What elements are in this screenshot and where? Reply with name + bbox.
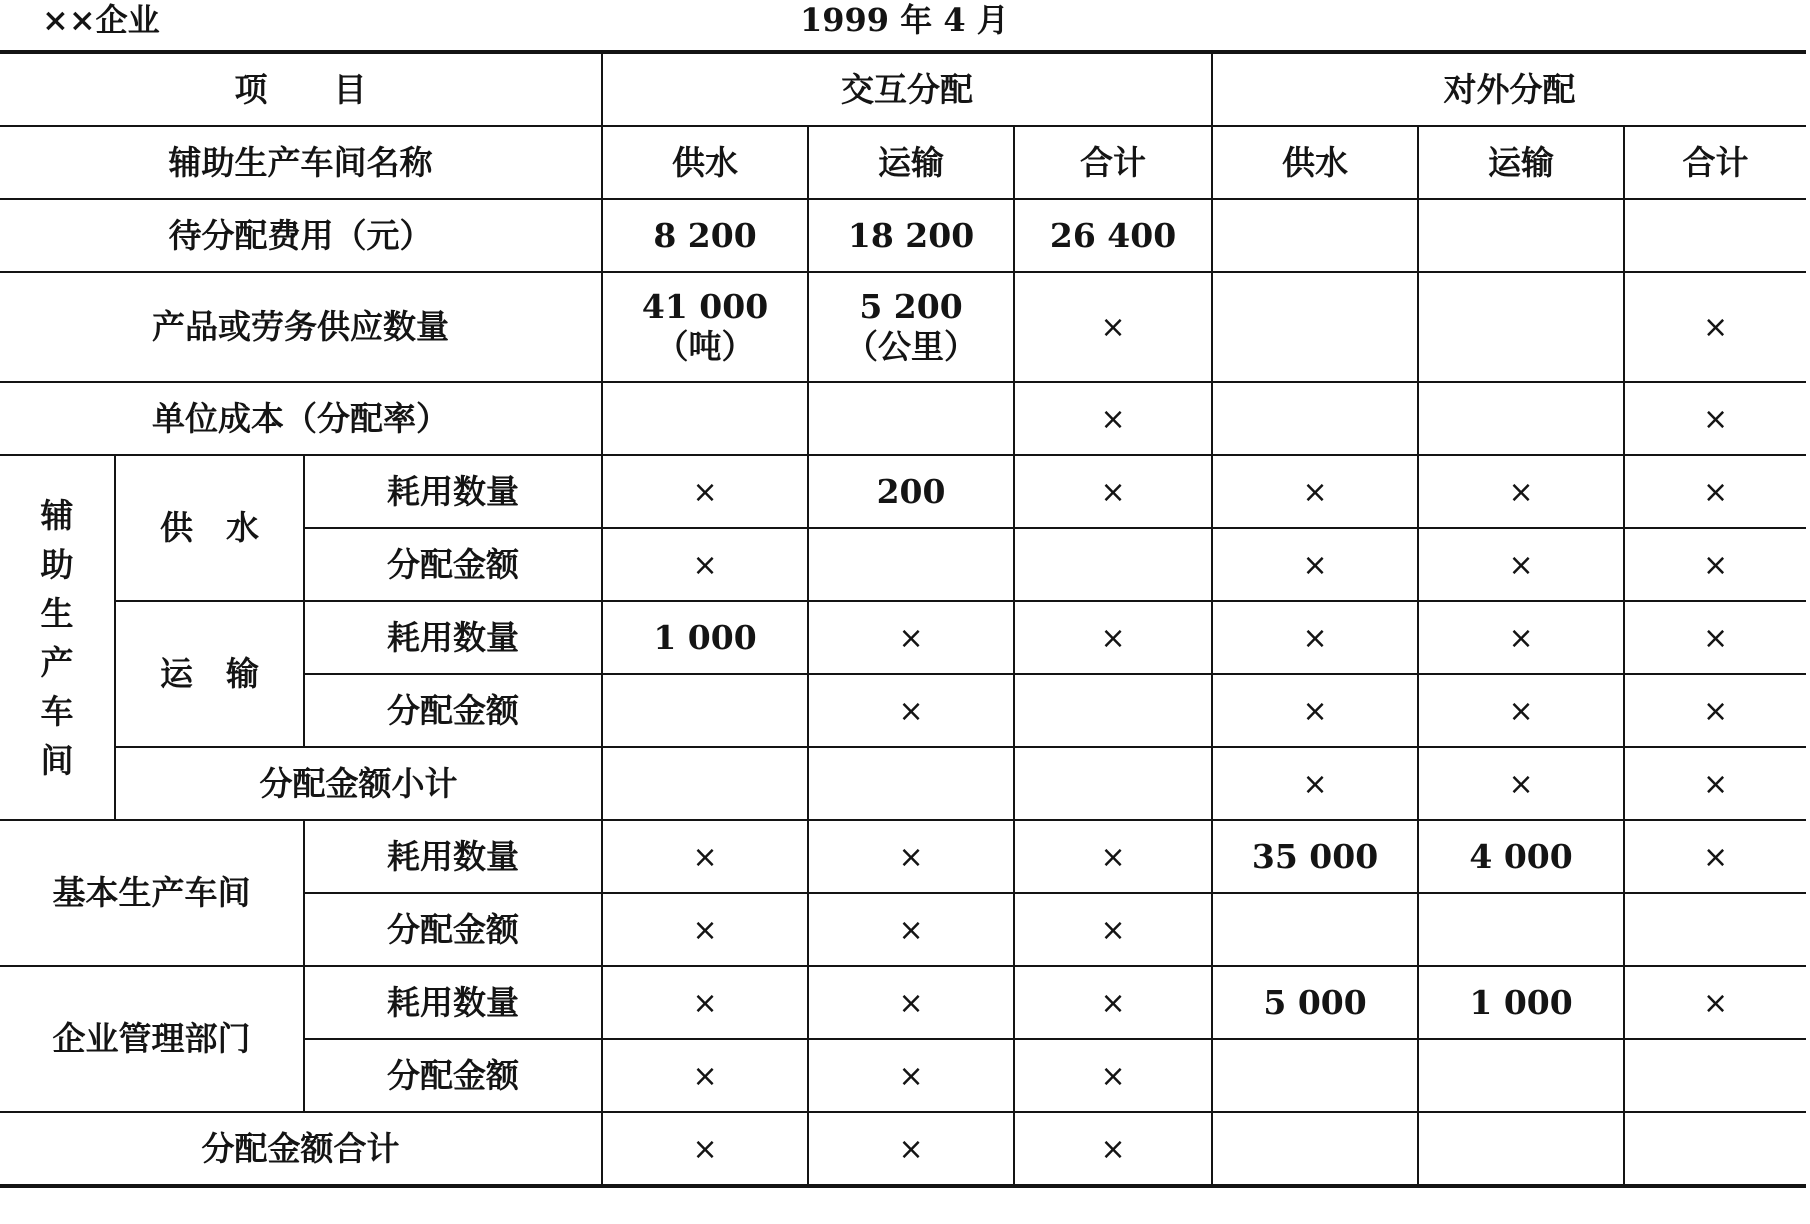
not-applicable-mark: × (1302, 693, 1328, 729)
not-applicable-mark: × (1702, 474, 1729, 510)
table-cell: 4 000 (1418, 820, 1624, 893)
not-applicable-mark: × (1508, 474, 1534, 510)
table-row (0, 747, 1806, 820)
mutual-water-header: 供水 (602, 126, 808, 199)
table-cell: 8 200 (602, 199, 808, 272)
table-cell (1418, 747, 1624, 820)
table-cell (808, 893, 1014, 966)
table-cell (808, 382, 1014, 455)
row-label: 待分配费用（元） (0, 199, 602, 272)
not-applicable-mark: × (1302, 474, 1328, 510)
table-cell (808, 601, 1014, 674)
table-row (0, 1112, 1806, 1186)
row-label: 分配金额小计 (115, 747, 602, 820)
row-label: 分配金额 (304, 528, 602, 601)
not-applicable-mark: × (692, 547, 718, 583)
table-cell (1212, 199, 1418, 272)
table-cell (808, 674, 1014, 747)
table-cell (1418, 1039, 1624, 1112)
not-applicable-mark: × (1100, 1131, 1126, 1167)
table-cell (1418, 1112, 1624, 1186)
mutual-allocation-header: 交互分配 (602, 52, 1212, 126)
quantity-value: 41 000 (641, 287, 769, 326)
not-applicable-mark: × (898, 1058, 924, 1094)
table-cell (808, 528, 1014, 601)
not-applicable-mark: × (692, 1058, 718, 1094)
table-cell (1014, 455, 1212, 528)
aux-workshop-group-text: 辅助生产车间 (40, 495, 74, 780)
table-cell (1418, 674, 1624, 747)
table-cell (808, 1112, 1014, 1186)
management-dept-label: 企业管理部门 (0, 966, 304, 1112)
table-cell (1014, 820, 1212, 893)
table-cell (1624, 382, 1806, 455)
quantity-unit: （公里） (845, 327, 978, 366)
table-row (0, 272, 1806, 382)
table-cell: 18 200 (808, 199, 1014, 272)
table-cell (808, 820, 1014, 893)
not-applicable-mark: × (1100, 401, 1126, 437)
not-applicable-mark: × (1100, 985, 1126, 1021)
table-row (0, 455, 1806, 528)
table-cell (1014, 601, 1212, 674)
table-cell: 35 000 (1212, 820, 1418, 893)
table-cell (602, 820, 808, 893)
company-name: ××企业 (42, 1, 160, 39)
table-row (0, 126, 1806, 199)
table-cell (1014, 674, 1212, 747)
table-cell (1624, 1039, 1806, 1112)
aux-transport-label: 运 输 (115, 601, 304, 747)
not-applicable-mark: × (898, 985, 924, 1021)
project-header: 项 目 (0, 52, 602, 126)
not-applicable-mark: × (1702, 766, 1729, 802)
table-cell (1418, 528, 1624, 601)
table-cell (1212, 601, 1418, 674)
not-applicable-mark: × (1508, 620, 1534, 656)
table-cell (1014, 893, 1212, 966)
table-cell: 1 000 (1418, 966, 1624, 1039)
table-cell (602, 747, 808, 820)
external-water-header: 供水 (1212, 126, 1418, 199)
table-cell (1418, 893, 1624, 966)
table-cell (602, 1039, 808, 1112)
mutual-transport-header: 运输 (808, 126, 1014, 199)
table-cell (1212, 272, 1418, 382)
table-cell (1418, 382, 1624, 455)
table-cell (1212, 1039, 1418, 1112)
table-cell: 1 000 (602, 601, 808, 674)
table-cell (602, 528, 808, 601)
table-cell (1212, 455, 1418, 528)
not-applicable-mark: × (692, 839, 718, 875)
external-allocation-header: 对外分配 (1212, 52, 1806, 126)
table-cell (1014, 528, 1212, 601)
table-cell (1624, 601, 1806, 674)
table-cell (1212, 893, 1418, 966)
not-applicable-mark: × (692, 474, 718, 510)
table-cell (602, 1112, 808, 1186)
table-row (0, 601, 1806, 674)
not-applicable-mark: × (898, 693, 924, 729)
table-cell (1212, 1112, 1418, 1186)
external-total-header: 合计 (1624, 126, 1806, 199)
not-applicable-mark: × (898, 912, 924, 948)
aux-workshop-group-label (0, 455, 115, 820)
table-cell (1624, 528, 1806, 601)
table-cell (1624, 820, 1806, 893)
not-applicable-mark: × (692, 1131, 718, 1167)
table-row (0, 199, 1806, 272)
table-cell (1624, 747, 1806, 820)
not-applicable-mark: × (1302, 766, 1328, 802)
not-applicable-mark: × (1702, 310, 1729, 345)
allocation-table (0, 50, 1806, 1188)
not-applicable-mark: × (1702, 985, 1729, 1021)
table-cell (1624, 455, 1806, 528)
not-applicable-mark: × (692, 912, 718, 948)
table-cell (1418, 601, 1624, 674)
table-cell (1418, 272, 1624, 382)
table-cell (808, 747, 1014, 820)
not-applicable-mark: × (1702, 693, 1729, 729)
row-label: 分配金额 (304, 674, 602, 747)
table-cell (808, 1039, 1014, 1112)
not-applicable-mark: × (1100, 912, 1126, 948)
table-cell (1212, 528, 1418, 601)
table-cell (1624, 272, 1806, 382)
table-cell (1014, 966, 1212, 1039)
table-cell (808, 966, 1014, 1039)
not-applicable-mark: × (1302, 620, 1328, 656)
table-cell (602, 272, 808, 382)
table-cell: 26 400 (1014, 199, 1212, 272)
row-label: 分配金额 (304, 893, 602, 966)
table-cell (602, 455, 808, 528)
row-label: 耗用数量 (304, 966, 602, 1039)
row-label: 产品或劳务供应数量 (0, 272, 602, 382)
external-transport-header: 运输 (1418, 126, 1624, 199)
table-cell: 200 (808, 455, 1014, 528)
table-cell (1624, 1112, 1806, 1186)
not-applicable-mark: × (1100, 839, 1126, 875)
table-cell (1014, 1112, 1212, 1186)
not-applicable-mark: × (898, 1131, 924, 1167)
not-applicable-mark: × (898, 839, 924, 875)
table-cell (602, 674, 808, 747)
table-cell (1418, 455, 1624, 528)
table-cell (808, 272, 1014, 382)
table-cell (1014, 747, 1212, 820)
not-applicable-mark: × (692, 985, 718, 1021)
basic-workshop-label: 基本生产车间 (0, 820, 304, 966)
table-row (0, 966, 1806, 1039)
table-cell (1624, 893, 1806, 966)
table-cell (602, 893, 808, 966)
table-cell (1212, 674, 1418, 747)
not-applicable-mark: × (1702, 401, 1729, 437)
row-label: 耗用数量 (304, 820, 602, 893)
not-applicable-mark: × (1508, 766, 1534, 802)
mutual-total-header: 合计 (1014, 126, 1212, 199)
not-applicable-mark: × (1100, 310, 1126, 345)
row-label: 分配金额合计 (0, 1112, 602, 1186)
row-label: 辅助生产车间名称 (0, 126, 602, 199)
not-applicable-mark: × (1508, 693, 1534, 729)
table-cell (1624, 674, 1806, 747)
table-cell (1014, 272, 1212, 382)
report-date: 1999 年 4 月 (800, 1, 1009, 39)
table-cell (602, 966, 808, 1039)
quantity-value: 5 200 (859, 287, 963, 326)
table-cell (602, 382, 808, 455)
not-applicable-mark: × (1702, 547, 1729, 583)
table-cell: 5 000 (1212, 966, 1418, 1039)
row-label: 耗用数量 (304, 601, 602, 674)
table-cell (1212, 382, 1418, 455)
not-applicable-mark: × (1508, 547, 1534, 583)
table-cell (1014, 382, 1212, 455)
table-cell (1418, 199, 1624, 272)
aux-water-label: 供 水 (115, 455, 304, 601)
table-cell (1014, 1039, 1212, 1112)
table-header-row (0, 52, 1806, 126)
table-cell (1624, 966, 1806, 1039)
row-label: 耗用数量 (304, 455, 602, 528)
quantity-unit: （吨） (655, 327, 755, 366)
not-applicable-mark: × (1100, 474, 1126, 510)
not-applicable-mark: × (1702, 839, 1729, 875)
not-applicable-mark: × (1100, 620, 1126, 656)
not-applicable-mark: × (898, 620, 924, 656)
row-label: 单位成本（分配率） (0, 382, 602, 455)
not-applicable-mark: × (1302, 547, 1328, 583)
row-label: 分配金额 (304, 1039, 602, 1112)
not-applicable-mark: × (1100, 1058, 1126, 1094)
table-cell (1624, 199, 1806, 272)
table-row (0, 382, 1806, 455)
table-row (0, 820, 1806, 893)
table-cell (1212, 747, 1418, 820)
not-applicable-mark: × (1702, 620, 1729, 656)
